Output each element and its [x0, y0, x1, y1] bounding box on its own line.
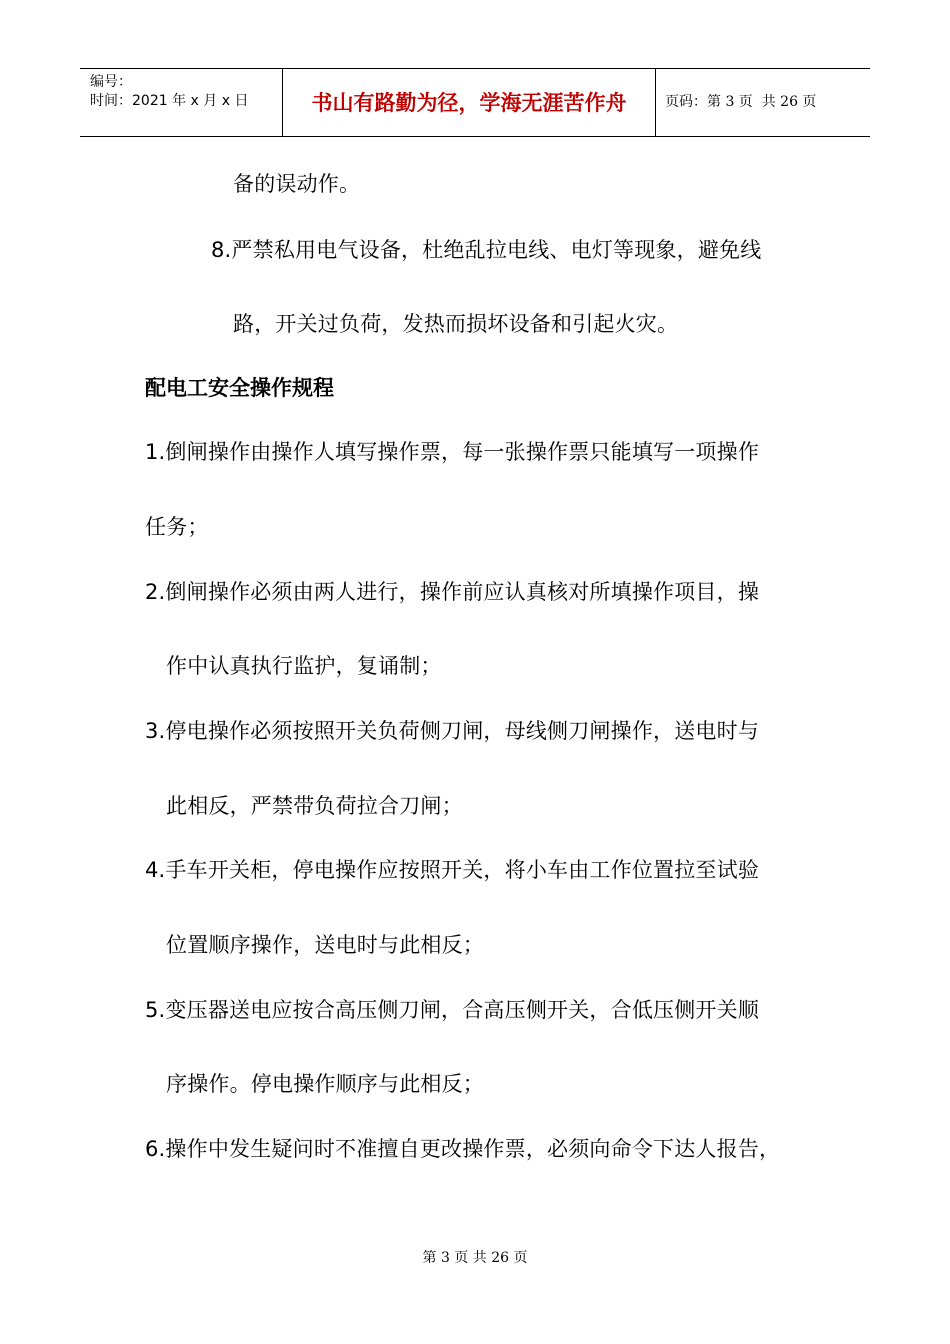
list-item: 此相反，严禁带负荷拉合刀闸； — [166, 794, 463, 818]
header-motto: 书山有路勤为径，学海无涯苦作舟 — [283, 69, 656, 136]
list-item: 2.倒闸操作必须由两人进行，操作前应认真核对所填操作项目，操 — [145, 580, 760, 604]
list-item: 序操作。停电操作顺序与此相反； — [166, 1072, 484, 1096]
text-line: 路，开关过负荷，发热而损坏设备和引起火灾。 — [233, 312, 679, 336]
document-header — [80, 68, 870, 137]
list-item: 3.停电操作必须按照开关负荷侧刀闸，母线侧刀闸操作，送电时与 — [145, 719, 760, 743]
header-page-info — [665, 69, 870, 136]
page-info-text: 页码：第 3 页 共 26 页 — [665, 94, 817, 110]
list-item: 位置顺序操作，送电时与此相反； — [166, 933, 484, 957]
list-item: 任务； — [145, 515, 209, 539]
list-item: 6.操作中发生疑问时不准擅自更改操作票，必须向命令下达人报告， — [145, 1137, 781, 1161]
list-item: 1.倒闸操作由操作人填写操作票，每一张操作票只能填写一项操作 — [145, 440, 760, 464]
time-label: 时间：2021 年 x 月 x 日 — [90, 93, 249, 109]
text-line: 8.严禁私用电气设备，杜绝乱拉电线、电灯等现象，避免线 — [211, 238, 762, 262]
list-item: 5.变压器送电应按合高压侧刀闸，合高压侧开关，合低压侧开关顺 — [145, 998, 760, 1022]
number-label: 编号： — [90, 74, 132, 90]
text-line: 备的误动作。 — [233, 172, 361, 196]
section-title: 配电工安全操作规程 — [145, 376, 334, 400]
page-footer: 第 3 页 共 26 页 — [422, 1250, 528, 1266]
list-item: 作中认真执行监护，复诵制； — [166, 654, 442, 678]
list-item: 4.手车开关柜，停电操作应按照开关，将小车由工作位置拉至试验 — [145, 858, 760, 882]
header-meta — [80, 69, 283, 136]
